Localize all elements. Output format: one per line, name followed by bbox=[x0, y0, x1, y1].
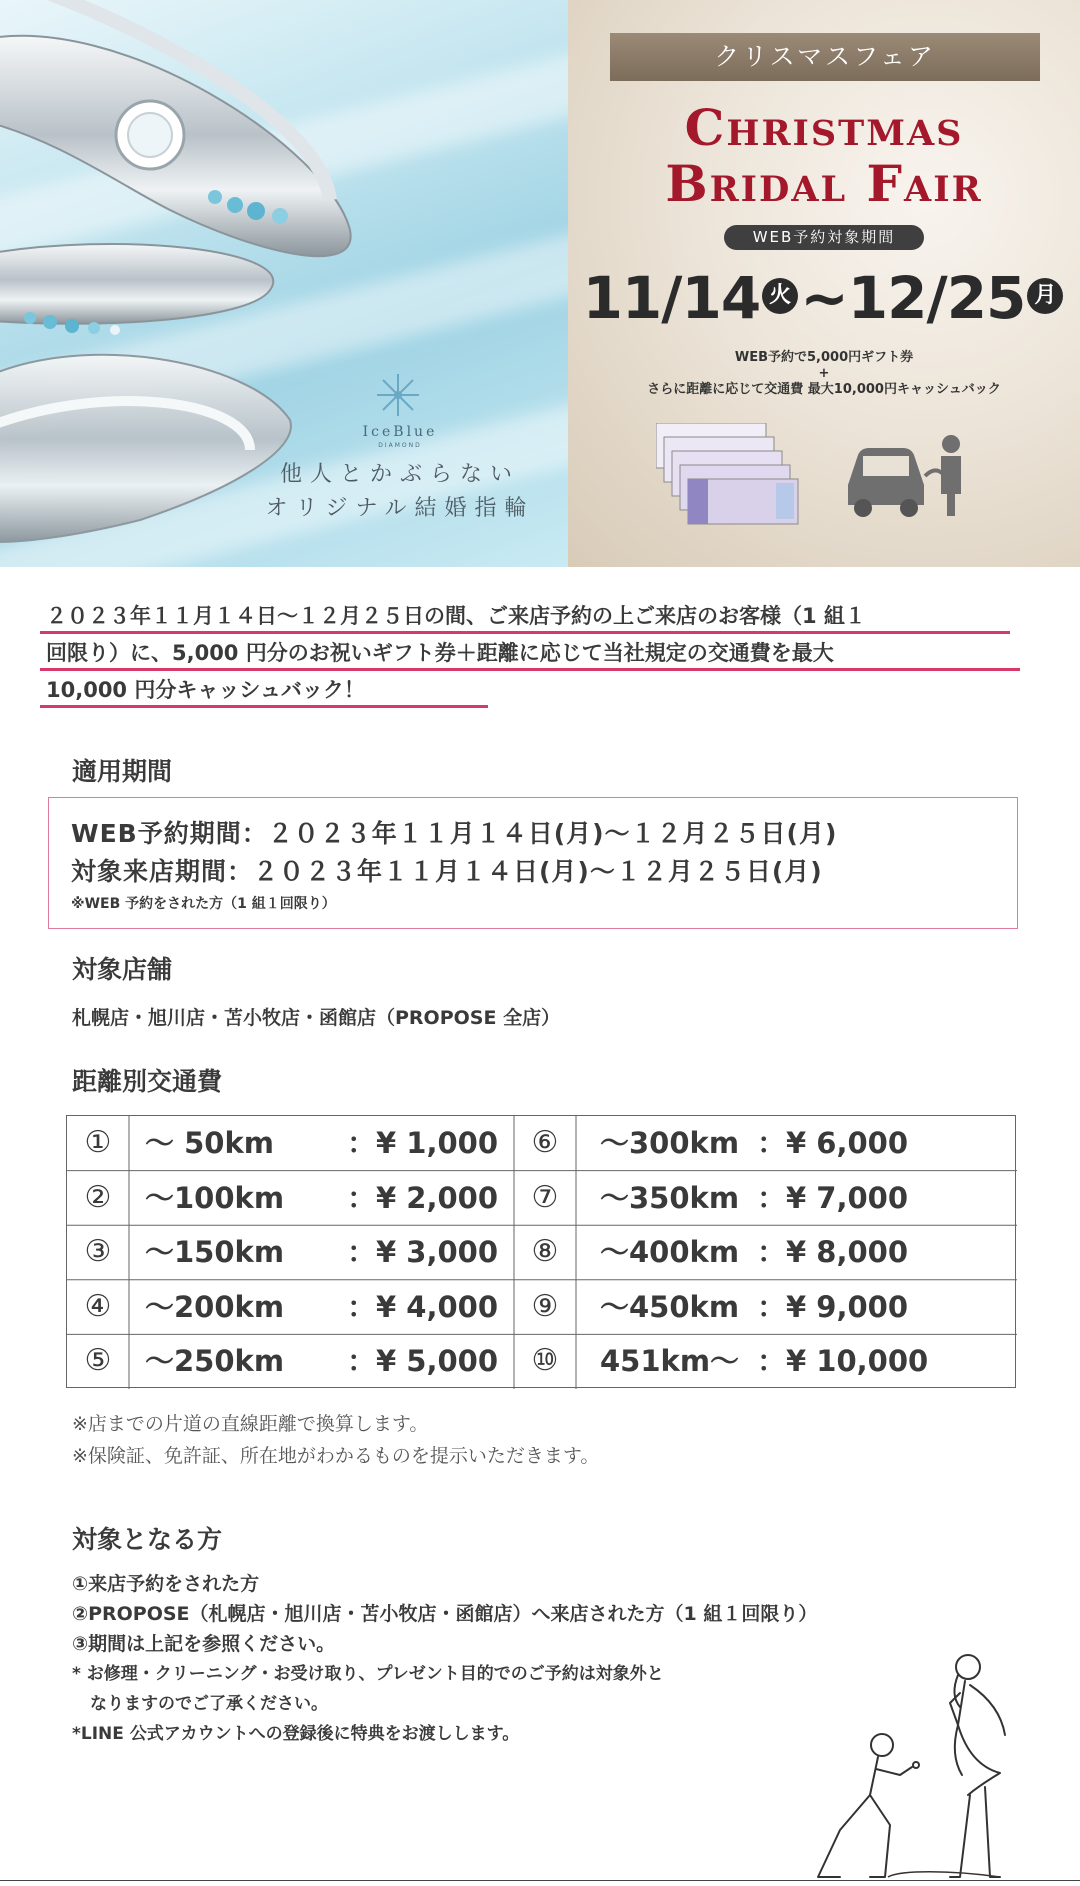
fee-row-amount: ：¥ 10,000 bbox=[757, 1344, 929, 1379]
date-end: 12/25 bbox=[847, 264, 1026, 332]
fees-heading: 距離別交通費 bbox=[72, 1067, 223, 1096]
fee-row-number: ④ bbox=[84, 1288, 112, 1324]
fee-row-number: ⑥ bbox=[531, 1125, 559, 1160]
gift-offer bbox=[568, 350, 1080, 398]
fee-note-1: ※店までの片道の直線距離で換算します。 bbox=[72, 1413, 429, 1435]
fee-row-amount: ：¥ 1,000 bbox=[347, 1126, 499, 1160]
tagline-line-1: 他人とかぶらない bbox=[279, 462, 520, 487]
brand-logo-subtext: DIAMOND bbox=[378, 442, 422, 449]
fair-dates bbox=[568, 258, 1080, 338]
intro-line-3 bbox=[46, 674, 1026, 711]
fee-row-distance: ～350km bbox=[600, 1180, 740, 1215]
fee-row-number: ① bbox=[84, 1125, 112, 1160]
fee-row-amount: ：¥ 5,000 bbox=[347, 1344, 499, 1379]
gift-line-1: WEB予約で5,000円ギフト券 bbox=[734, 350, 914, 365]
fee-row-distance: ～ 50km bbox=[145, 1126, 274, 1160]
fee-row-amount: ：¥ 3,000 bbox=[347, 1235, 499, 1270]
hero-tagline bbox=[240, 458, 560, 526]
date-separator: ~ bbox=[800, 264, 848, 332]
fee-row-number: ⑩ bbox=[531, 1343, 559, 1379]
christmas-fair-panel bbox=[568, 0, 1080, 567]
campaign-intro bbox=[46, 600, 1026, 711]
intro-line-1 bbox=[46, 600, 1026, 637]
tagline-line-2: オリジナル結婚指輪 bbox=[265, 496, 535, 521]
intro-text-1: ２０２３年１１月１４日～１２月２５日の間、ご来店予約の上ご来店のお客様（1 組１ bbox=[46, 604, 866, 628]
fee-row-number: ⑧ bbox=[531, 1234, 559, 1270]
intro-underline-1 bbox=[40, 631, 1010, 634]
target-note-1: * お修理・クリーニング・お受け取り、プレゼント目的でのご予約は対象外と bbox=[72, 1664, 664, 1684]
date-start: 11/14 bbox=[582, 264, 761, 332]
fee-row-number: ③ bbox=[84, 1234, 112, 1270]
target-note-2: *LINE 公式アカウントへの登録後に特典をお渡しします。 bbox=[72, 1724, 520, 1744]
fee-note-2: ※保険証、免許証、所在地がわかるものを提示いただきます。 bbox=[72, 1445, 600, 1467]
period-heading: 適用期間 bbox=[72, 757, 173, 786]
fee-row-amount: ：¥ 8,000 bbox=[757, 1235, 909, 1270]
fee-row-distance: 451km～ bbox=[600, 1344, 740, 1379]
fair-title-line-2: Bridal Fair bbox=[665, 154, 983, 213]
period-note: ※WEB 予約をされた方（1 組１回限り） bbox=[71, 896, 336, 912]
target-list bbox=[72, 1569, 817, 1749]
fair-title bbox=[568, 100, 1080, 212]
brand-logo-text: IceBlue bbox=[362, 424, 438, 440]
target-item-2: ②PROPOSE（札幌店・旭川店・苫小牧店・函館店）へ来店された方（1 組１回限り） bbox=[72, 1603, 818, 1625]
car-refuel-icon bbox=[843, 430, 973, 520]
intro-underline-2 bbox=[40, 668, 1020, 671]
gift-plus: + bbox=[818, 366, 830, 381]
fee-row-distance: ～450km bbox=[600, 1289, 740, 1324]
fee-row-amount: ：¥ 4,000 bbox=[347, 1289, 499, 1324]
fee-row-distance: ～200km bbox=[145, 1289, 285, 1324]
fee-row-distance: ～100km bbox=[145, 1180, 285, 1215]
fee-row-distance: ～300km bbox=[600, 1126, 740, 1160]
fee-row-amount: ：¥ 6,000 bbox=[757, 1126, 909, 1160]
fair-title-line-1: Christmas bbox=[684, 98, 964, 157]
day-start-badge: 火 bbox=[762, 278, 798, 314]
hero-banner bbox=[0, 0, 1080, 567]
visit-period-line: 対象来店期間：２０２３年１１月１４日(月)～１２月２５日(月) bbox=[71, 857, 823, 886]
target-item-1: ①来店予約をされた方 bbox=[72, 1573, 260, 1595]
fair-label: クリスマスフェア bbox=[610, 33, 1040, 81]
fee-row-amount: ：¥ 7,000 bbox=[757, 1180, 909, 1215]
target-note-1b: なりますのでご了承ください。 bbox=[90, 1694, 328, 1714]
gift-line-2: さらに距離に応じて交通費 最大10,000円キャッシュバック bbox=[647, 382, 1001, 397]
target-item-3: ③期間は上記を参照ください。 bbox=[72, 1633, 336, 1655]
bottom-rule bbox=[0, 1880, 1080, 1881]
fee-row-distance: ～150km bbox=[145, 1235, 285, 1270]
fee-row-number: ② bbox=[84, 1179, 112, 1215]
target-heading: 対象となる方 bbox=[72, 1525, 223, 1554]
stores-list: 札幌店・旭川店・苫小牧店・函館店（PROPOSE 全店） bbox=[72, 1007, 561, 1029]
fee-notes bbox=[72, 1408, 599, 1472]
fee-row-number: ⑤ bbox=[84, 1343, 112, 1379]
fee-row-amount: ：¥ 9,000 bbox=[757, 1289, 909, 1324]
intro-text-3: 10,000 円分キャッシュバック！ bbox=[46, 678, 365, 702]
stores-heading: 対象店舗 bbox=[72, 955, 173, 984]
fee-row-number: ⑨ bbox=[531, 1288, 559, 1324]
fee-row-distance: ～250km bbox=[145, 1344, 285, 1379]
gift-cards-icon bbox=[656, 423, 806, 543]
web-period-badge: WEB予約対象期間 bbox=[724, 225, 924, 250]
fee-table bbox=[66, 1115, 1016, 1388]
web-period-line: WEB予約期間：２０２３年１１月１４日(月)～１２月２５日(月) bbox=[71, 819, 838, 848]
period-box bbox=[48, 797, 1018, 929]
intro-text-2: 回限り）に、5,000 円分のお祝いギフト券＋距離に応じて当社規定の交通費を最大 bbox=[46, 641, 834, 665]
snowflake-logo-icon bbox=[375, 372, 421, 418]
fee-row-number: ⑦ bbox=[531, 1179, 559, 1215]
intro-underline-3 bbox=[40, 705, 488, 708]
fee-row-amount: ：¥ 2,000 bbox=[347, 1180, 499, 1215]
ring-photo-panel bbox=[0, 0, 568, 567]
fee-row-distance: ～400km bbox=[600, 1235, 740, 1270]
intro-line-2 bbox=[46, 637, 1026, 674]
day-end-badge: 月 bbox=[1027, 278, 1063, 314]
proposal-couple-illustration bbox=[800, 1645, 1030, 1885]
